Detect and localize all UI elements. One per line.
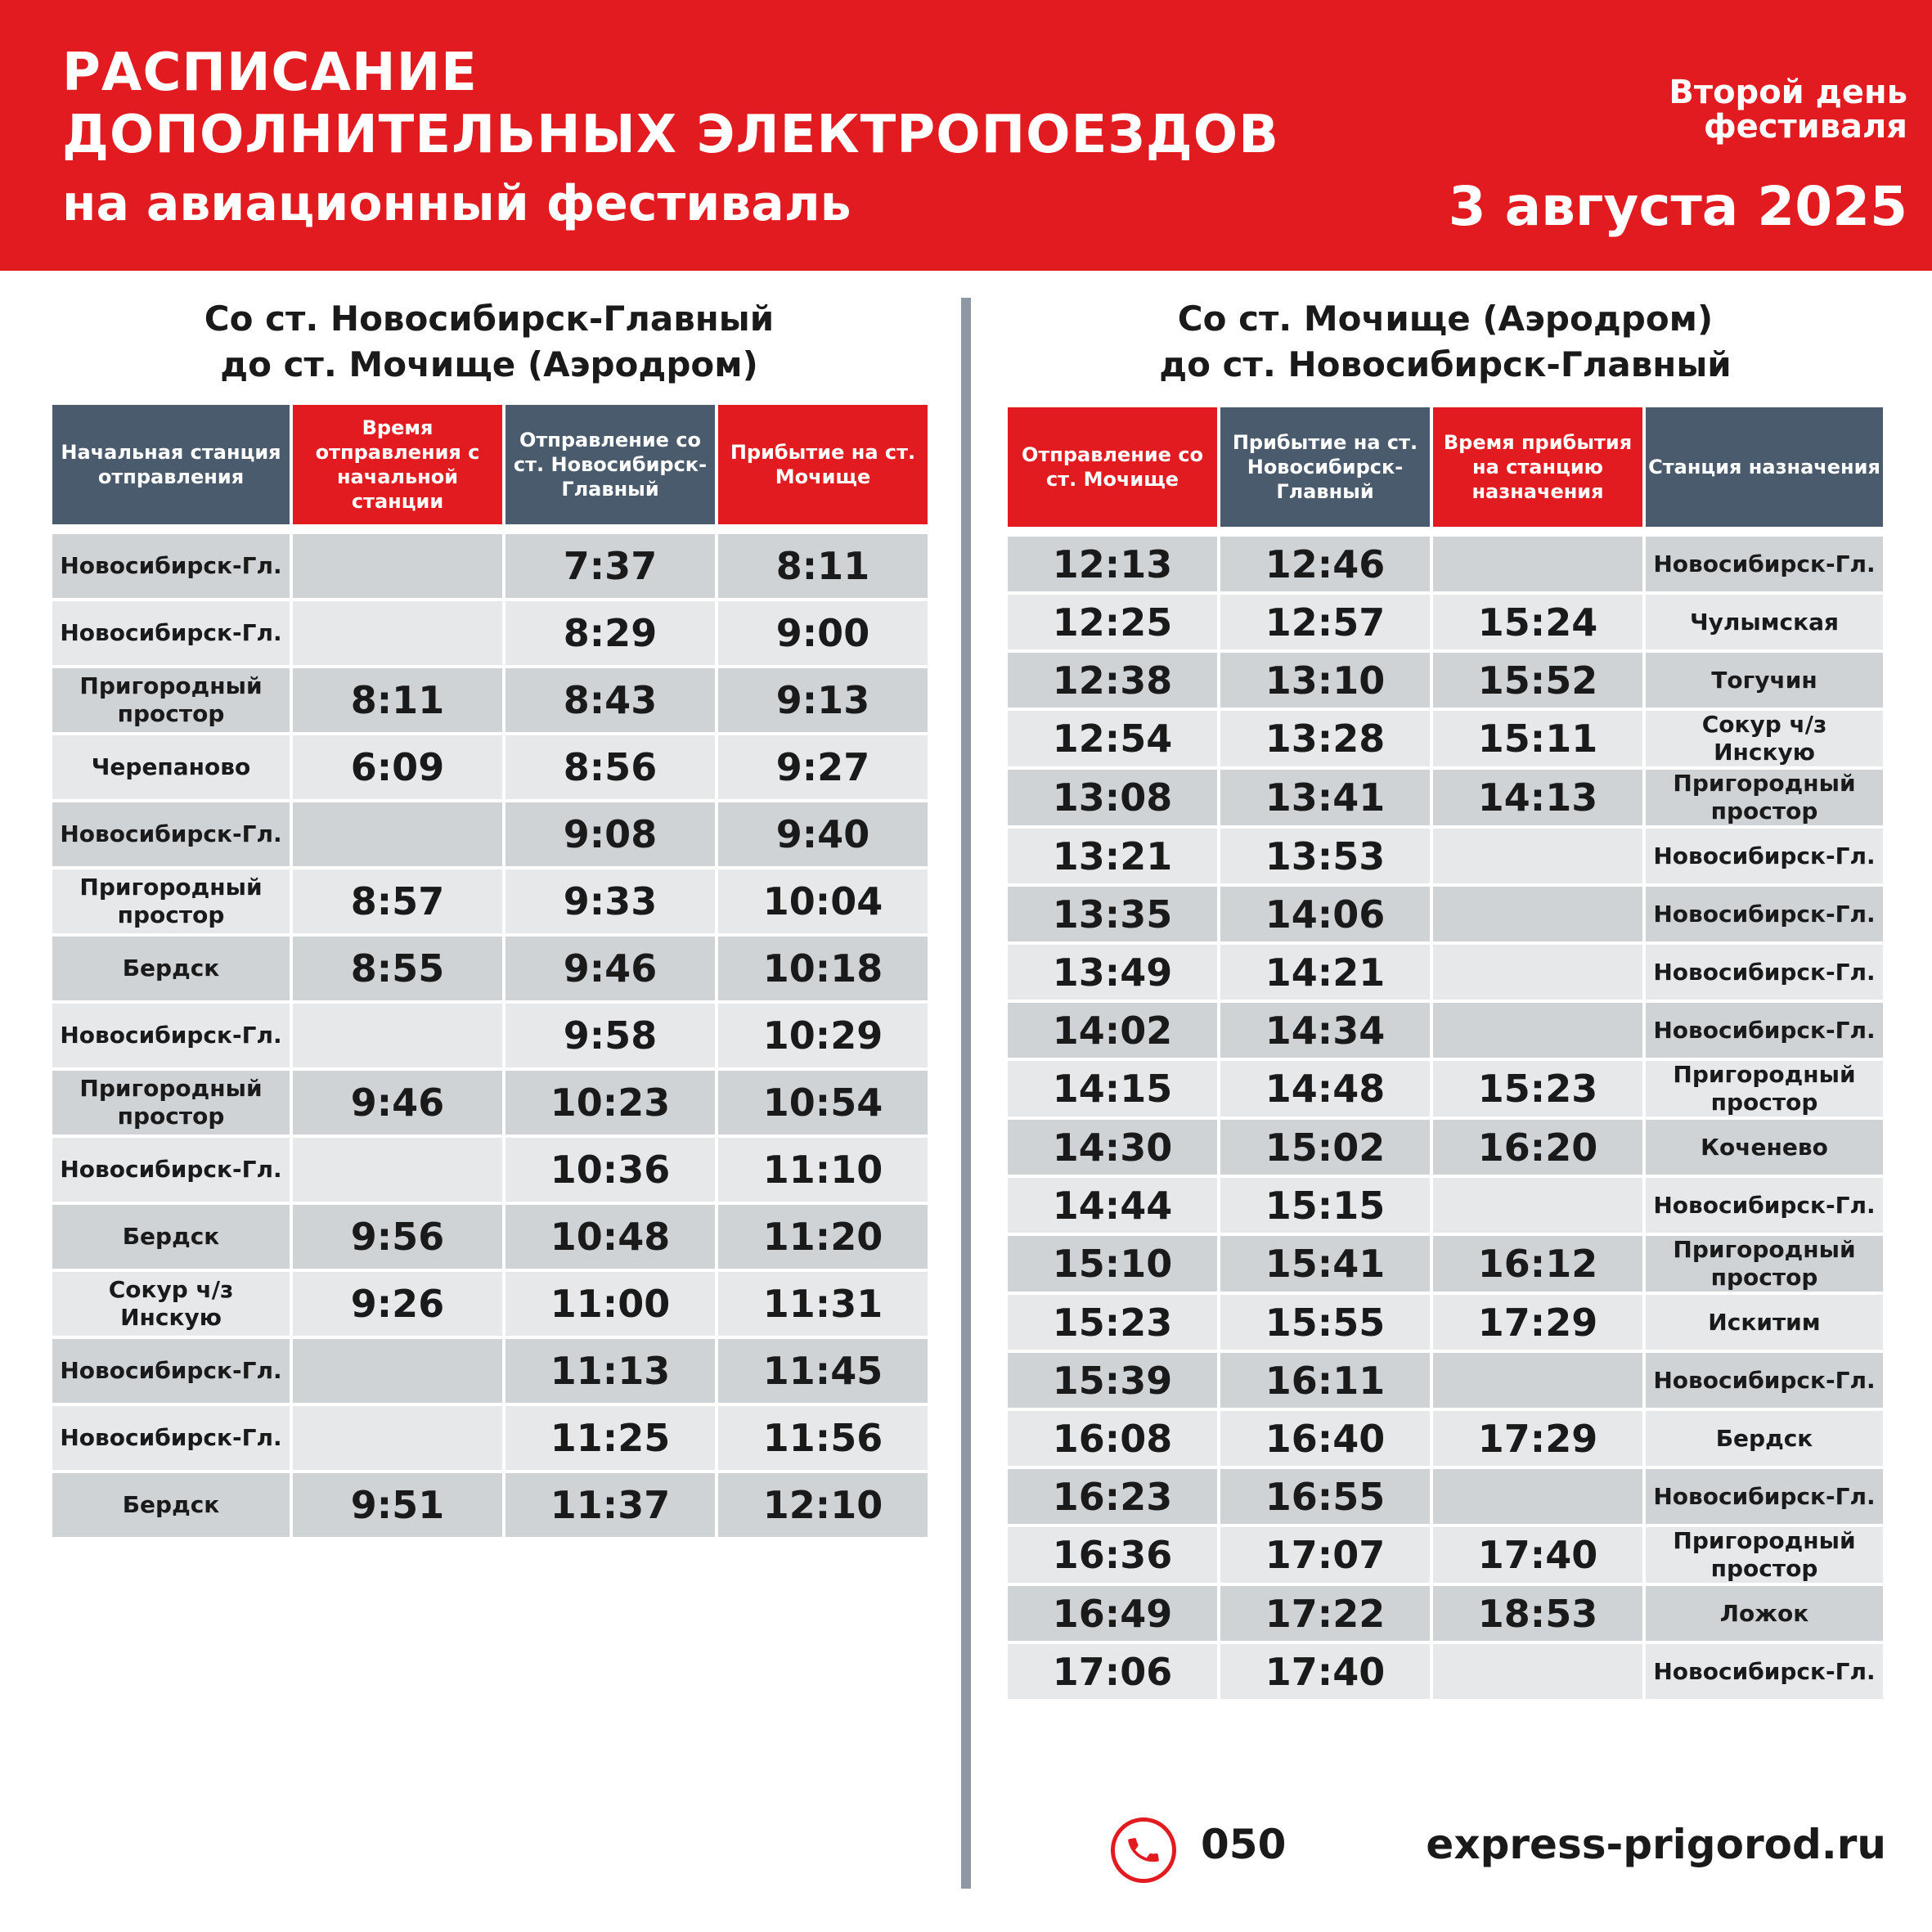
column-divider [961, 298, 971, 1889]
festival-date: 3 августа 2025 [1448, 175, 1907, 238]
destination-arrival-cell: 15:11 [1433, 711, 1642, 766]
novosibirsk-departure-cell: 9:58 [505, 1004, 715, 1067]
mochishche-arrival-cell: 10:29 [718, 1004, 928, 1067]
page-title-line-2: ДОПОЛНИТЕЛЬНЫХ ЭЛЕКТРОПОЕЗДОВ [62, 105, 1279, 165]
column-header-destination-arrival: Время прибытия на станцию назначения [1433, 407, 1642, 527]
novosibirsk-departure-cell: 11:00 [505, 1272, 715, 1336]
destination-arrival-cell [1433, 829, 1642, 883]
festival-day-line-1: Второй день [1669, 74, 1907, 111]
table-row [52, 1339, 928, 1403]
origin-station-cell: Черепаново [52, 735, 290, 799]
header-gap [52, 528, 928, 531]
table-row [1008, 1469, 1883, 1524]
table-row [1008, 1411, 1883, 1466]
column-header-mochishche-departure: Отправление со ст. Мочище [1008, 407, 1217, 527]
origin-station-cell: Бердск [52, 937, 290, 1000]
column-header-novosibirsk-departure: Отправление со ст. Новосибирск-Главный [505, 405, 715, 524]
origin-station-cell: Пригородный простор [52, 869, 290, 933]
table-row [1008, 887, 1883, 941]
destination-station-cell: Новосибирск-Гл. [1646, 1644, 1883, 1699]
table-row [1008, 1178, 1883, 1233]
mochishche-departure-cell: 13:21 [1008, 829, 1217, 883]
destination-station-cell: Чулымская [1646, 595, 1883, 649]
destination-arrival-cell: 15:24 [1433, 595, 1642, 649]
table-row [1008, 945, 1883, 1000]
mochishche-departure-cell: 15:23 [1008, 1295, 1217, 1350]
novosibirsk-arrival-cell: 14:06 [1220, 887, 1430, 941]
destination-station-cell: Новосибирск-Гл. [1646, 945, 1883, 1000]
table-row [1008, 1061, 1883, 1117]
mochishche-departure-cell: 12:38 [1008, 653, 1217, 708]
novosibirsk-arrival-cell: 15:02 [1220, 1120, 1430, 1175]
column-header-origin-departure: Время отправления с начальной станции [293, 405, 502, 524]
destination-arrival-cell [1433, 1353, 1642, 1408]
mochishche-departure-cell: 14:15 [1008, 1061, 1217, 1117]
mochishche-departure-cell: 12:54 [1008, 711, 1217, 766]
mochishche-arrival-cell: 9:13 [718, 668, 928, 732]
table-row [52, 869, 928, 933]
novosibirsk-departure-cell: 11:25 [505, 1406, 715, 1470]
novosibirsk-departure-cell: 8:29 [505, 601, 715, 665]
origin-station-cell: Новосибирск-Гл. [52, 534, 290, 598]
novosibirsk-arrival-cell: 15:15 [1220, 1178, 1430, 1233]
mochishche-arrival-cell: 8:11 [718, 534, 928, 598]
origin-departure-cell [293, 1004, 502, 1067]
table-row [52, 1205, 928, 1269]
origin-station-cell: Пригородный простор [52, 668, 290, 732]
novosibirsk-departure-cell: 8:56 [505, 735, 715, 799]
origin-departure-cell: 8:11 [293, 668, 502, 732]
table-row [1008, 1353, 1883, 1408]
destination-station-cell: Новосибирск-Гл. [1646, 1178, 1883, 1233]
mochishche-arrival-cell: 11:56 [718, 1406, 928, 1470]
mochishche-departure-cell: 12:13 [1008, 537, 1217, 591]
destination-station-cell: Пригородный простор [1646, 1236, 1883, 1292]
destination-station-cell: Новосибирск-Гл. [1646, 887, 1883, 941]
destination-arrival-cell [1433, 537, 1642, 591]
table-row [1008, 770, 1883, 825]
table-row [52, 1406, 928, 1470]
destination-station-cell: Новосибирск-Гл. [1646, 1353, 1883, 1408]
origin-departure-cell: 6:09 [293, 735, 502, 799]
table-row [1008, 537, 1883, 591]
origin-departure-cell: 9:46 [293, 1071, 502, 1134]
festival-day-label [1669, 75, 1907, 144]
table-header-row [1008, 407, 1883, 527]
header-gap [1008, 530, 1883, 533]
destination-station-cell: Тогучин [1646, 653, 1883, 708]
destination-station-cell: Новосибирск-Гл. [1646, 537, 1883, 591]
mochishche-departure-cell: 14:30 [1008, 1120, 1217, 1175]
table-row [52, 601, 928, 665]
novosibirsk-departure-cell: 7:37 [505, 534, 715, 598]
mochishche-arrival-cell: 9:27 [718, 735, 928, 799]
origin-station-cell: Новосибирск-Гл. [52, 601, 290, 665]
destination-station-cell: Искитим [1646, 1295, 1883, 1350]
destination-arrival-cell [1433, 945, 1642, 1000]
mochishche-departure-cell: 13:35 [1008, 887, 1217, 941]
column-header-novosibirsk-arrival: Прибытие на ст. Новосибирск-Главный [1220, 407, 1430, 527]
destination-arrival-cell: 14:13 [1433, 770, 1642, 825]
destination-arrival-cell: 17:29 [1433, 1411, 1642, 1466]
origin-station-cell: Новосибирск-Гл. [52, 1406, 290, 1470]
mochishche-arrival-cell: 11:20 [718, 1205, 928, 1269]
mochishche-departure-cell: 13:49 [1008, 945, 1217, 1000]
table-row [1008, 711, 1883, 766]
mochishche-arrival-cell: 10:18 [718, 937, 928, 1000]
origin-station-cell: Новосибирск-Гл. [52, 802, 290, 866]
origin-station-cell: Бердск [52, 1473, 290, 1537]
destination-station-cell: Пригородный простор [1646, 1061, 1883, 1117]
mochishche-departure-cell: 14:02 [1008, 1003, 1217, 1058]
mochishche-departure-cell: 13:08 [1008, 770, 1217, 825]
mochishche-departure-cell: 17:06 [1008, 1644, 1217, 1699]
destination-arrival-cell [1433, 1644, 1642, 1699]
origin-station-cell: Бердск [52, 1205, 290, 1269]
left-direction-title-line-2: до ст. Мочище (Аэродром) [220, 344, 758, 384]
mochishche-arrival-cell: 10:04 [718, 869, 928, 933]
phone-icon [1111, 1817, 1176, 1883]
novosibirsk-arrival-cell: 15:55 [1220, 1295, 1430, 1350]
mochishche-departure-cell: 16:23 [1008, 1469, 1217, 1524]
novosibirsk-arrival-cell: 17:22 [1220, 1586, 1430, 1641]
mochishche-arrival-cell: 10:54 [718, 1071, 928, 1134]
origin-departure-cell: 8:57 [293, 869, 502, 933]
novosibirsk-arrival-cell: 13:41 [1220, 770, 1430, 825]
destination-arrival-cell: 15:52 [1433, 653, 1642, 708]
novosibirsk-arrival-cell: 14:48 [1220, 1061, 1430, 1117]
table-row [1008, 1295, 1883, 1350]
origin-station-cell: Новосибирск-Гл. [52, 1004, 290, 1067]
destination-station-cell: Бердск [1646, 1411, 1883, 1466]
novosibirsk-departure-cell: 9:33 [505, 869, 715, 933]
origin-station-cell: Сокур ч/з Инскую [52, 1272, 290, 1336]
origin-departure-cell [293, 534, 502, 598]
origin-station-cell: Пригородный простор [52, 1071, 290, 1134]
novosibirsk-departure-cell: 10:23 [505, 1071, 715, 1134]
origin-departure-cell: 8:55 [293, 937, 502, 1000]
table-row [52, 802, 928, 866]
novosibirsk-arrival-cell: 16:11 [1220, 1353, 1430, 1408]
destination-arrival-cell: 17:29 [1433, 1295, 1642, 1350]
phone-icon-glyph [1126, 1832, 1161, 1868]
table-row [52, 668, 928, 732]
origin-departure-cell [293, 601, 502, 665]
table-row [52, 735, 928, 799]
mochishche-departure-cell: 15:10 [1008, 1236, 1217, 1292]
table-row [52, 1272, 928, 1336]
destination-arrival-cell: 18:53 [1433, 1586, 1642, 1641]
novosibirsk-arrival-cell: 16:40 [1220, 1411, 1430, 1466]
novosibirsk-arrival-cell: 12:46 [1220, 537, 1430, 591]
mochishche-departure-cell: 16:49 [1008, 1586, 1217, 1641]
destination-station-cell: Пригородный простор [1646, 770, 1883, 825]
table-row [1008, 595, 1883, 649]
destination-arrival-cell: 15:23 [1433, 1061, 1642, 1117]
novosibirsk-departure-cell: 9:46 [505, 937, 715, 1000]
column-header-origin-station: Начальная станция отправления [52, 405, 290, 524]
novosibirsk-arrival-cell: 13:53 [1220, 829, 1430, 883]
header-banner [0, 0, 1932, 271]
table-row [52, 1473, 928, 1537]
website-link[interactable]: express-prigorod.ru [1426, 1821, 1886, 1868]
left-direction-title-line-1: Со ст. Новосибирск-Главный [204, 299, 775, 339]
right-schedule-table [1004, 404, 1886, 1702]
table-row [52, 1138, 928, 1202]
destination-station-cell: Новосибирск-Гл. [1646, 829, 1883, 883]
destination-station-cell: Новосибирск-Гл. [1646, 1469, 1883, 1524]
destination-arrival-cell: 16:20 [1433, 1120, 1642, 1175]
novosibirsk-arrival-cell: 17:40 [1220, 1644, 1430, 1699]
novosibirsk-arrival-cell: 14:34 [1220, 1003, 1430, 1058]
table-row [1008, 1586, 1883, 1641]
right-direction-title [1006, 296, 1885, 388]
novosibirsk-arrival-cell: 12:57 [1220, 595, 1430, 649]
origin-departure-cell [293, 1406, 502, 1470]
mochishche-departure-cell: 14:44 [1008, 1178, 1217, 1233]
table-header-row [52, 405, 928, 524]
page-title-line-1: РАСПИСАНИЕ [62, 43, 478, 103]
origin-departure-cell: 9:56 [293, 1205, 502, 1269]
novosibirsk-departure-cell: 11:13 [505, 1339, 715, 1403]
table-row [1008, 1527, 1883, 1583]
table-row [1008, 829, 1883, 883]
novosibirsk-arrival-cell: 14:21 [1220, 945, 1430, 1000]
origin-station-cell: Новосибирск-Гл. [52, 1339, 290, 1403]
novosibirsk-departure-cell: 8:43 [505, 668, 715, 732]
novosibirsk-departure-cell: 10:48 [505, 1205, 715, 1269]
novosibirsk-departure-cell: 9:08 [505, 802, 715, 866]
novosibirsk-arrival-cell: 17:07 [1220, 1527, 1430, 1583]
mochishche-departure-cell: 16:36 [1008, 1527, 1217, 1583]
novosibirsk-departure-cell: 10:36 [505, 1138, 715, 1202]
origin-departure-cell [293, 1339, 502, 1403]
right-direction-title-line-2: до ст. Новосибирск-Главный [1159, 344, 1732, 384]
destination-station-cell: Коченево [1646, 1120, 1883, 1175]
table-row [1008, 653, 1883, 708]
mochishche-arrival-cell: 9:00 [718, 601, 928, 665]
mochishche-arrival-cell: 11:31 [718, 1272, 928, 1336]
destination-arrival-cell: 16:12 [1433, 1236, 1642, 1292]
right-direction-title-line-1: Со ст. Мочище (Аэродром) [1177, 299, 1714, 339]
table-row [1008, 1120, 1883, 1175]
mochishche-arrival-cell: 11:45 [718, 1339, 928, 1403]
destination-station-cell: Пригородный простор [1646, 1527, 1883, 1583]
table-row [1008, 1003, 1883, 1058]
table-row [52, 937, 928, 1000]
destination-arrival-cell [1433, 887, 1642, 941]
page-subtitle: на авиационный фестиваль [62, 175, 851, 232]
table-row [52, 1071, 928, 1134]
novosibirsk-departure-cell: 11:37 [505, 1473, 715, 1537]
destination-arrival-cell [1433, 1469, 1642, 1524]
novosibirsk-arrival-cell: 13:28 [1220, 711, 1430, 766]
origin-departure-cell [293, 1138, 502, 1202]
origin-departure-cell: 9:26 [293, 1272, 502, 1336]
mochishche-departure-cell: 15:39 [1008, 1353, 1217, 1408]
table-row [52, 534, 928, 598]
mochishche-arrival-cell: 12:10 [718, 1473, 928, 1537]
table-row [1008, 1236, 1883, 1292]
destination-station-cell: Новосибирск-Гл. [1646, 1003, 1883, 1058]
destination-arrival-cell [1433, 1003, 1642, 1058]
destination-arrival-cell [1433, 1178, 1642, 1233]
column-header-mochishche-arrival: Прибытие на ст. Мочище [718, 405, 928, 524]
phone-number: 050 [1201, 1821, 1287, 1868]
mochishche-departure-cell: 16:08 [1008, 1411, 1217, 1466]
origin-departure-cell: 9:51 [293, 1473, 502, 1537]
destination-arrival-cell: 17:40 [1433, 1527, 1642, 1583]
left-direction-title [51, 296, 928, 388]
novosibirsk-arrival-cell: 16:55 [1220, 1469, 1430, 1524]
destination-station-cell: Сокур ч/з Инскую [1646, 711, 1883, 766]
novosibirsk-arrival-cell: 15:41 [1220, 1236, 1430, 1292]
column-header-destination-station: Станция назначения [1646, 407, 1883, 527]
origin-station-cell: Новосибирск-Гл. [52, 1138, 290, 1202]
novosibirsk-arrival-cell: 13:10 [1220, 653, 1430, 708]
origin-departure-cell [293, 802, 502, 866]
festival-day-line-2: фестиваля [1703, 108, 1907, 146]
mochishche-arrival-cell: 11:10 [718, 1138, 928, 1202]
mochishche-departure-cell: 12:25 [1008, 595, 1217, 649]
table-row [52, 1004, 928, 1067]
mochishche-arrival-cell: 9:40 [718, 802, 928, 866]
table-row [1008, 1644, 1883, 1699]
destination-station-cell: Ложок [1646, 1586, 1883, 1641]
left-schedule-table [49, 402, 931, 1540]
